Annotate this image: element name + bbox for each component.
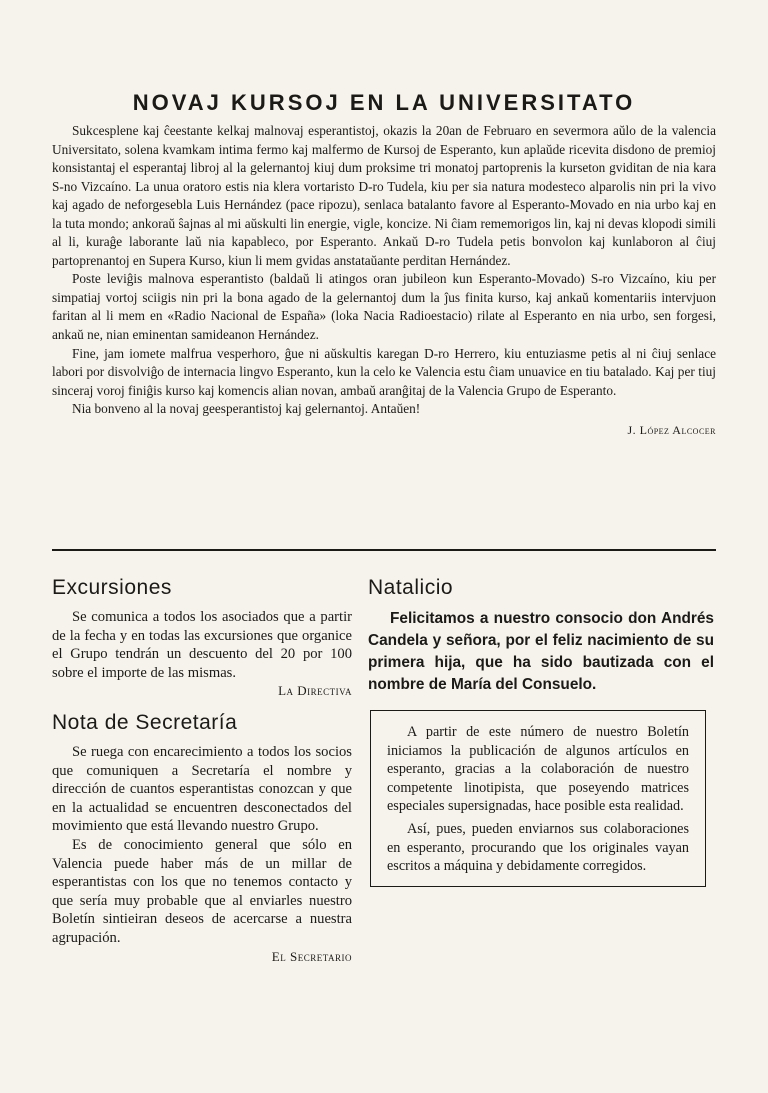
article-paragraph-1: Sukcesplene kaj ĉeestante kelkaj malnovaj esperantistoj, okazis la 20an de Februaro en severmora aŭlo de la valencia Universitato, solena kvamkam intima fermo kaj malfermo de Kursoj de Esperanto, kun aplaŭde ricevita disdono de premioj konsistantaj el esperantaj libroj al la gelernantoj kiuj dum proksime tri monatoj partoprenis la kurseton gviditan de nia kara S-no Vizcaíno. La unua oratoro estis nia klera vortaristo D-ro Tudela, kiu per sia natura modesteco alparolis nin pri la vivo kaj agado de neforgesebla Luis Hernández (pace ripozu), senlaca batalanto favore al Esperanto-Movado en nia urbo kaj en la tuta mondo; ankoraŭ ŝajnas al mi aŭskulti lin energie, vigle, koncize. Ni ĉiam rememorigos lin, kaj ni devas klopodi simili al li, kuraĝe laborante laŭ nia kapableco, por Esperanto. Ankaŭ D-ro Tudela petis bonvolon kaj kunlaboron al ĉiuj partoprenantoj en Supera Kurso, kiun li mem gvidas anstataŭante perditan Hernández. (52, 123, 716, 268)
excursiones-text: Se comunica a todos los asociados que a partir de la fecha y en todas las excursiones que organice el Grupo tendrán un descuento del 20 por 100 sobre el importe de las mismas. (52, 609, 352, 681)
excursiones-title: Excursiones (52, 576, 172, 599)
nota-paragraph-1: Se ruega con encarecimiento a todos los socios que comuniquen a Secretaría el nombre y dirección de cuantos esperantistas conozcan y que en la actualidad se encuentren desconectados del movimiento que está llevando nuestro Grupo. (52, 743, 352, 835)
nota-signature: El Secretario (271, 948, 352, 964)
nota-paragraph-2: Es de conocimiento general que sólo en Valencia puede haber más de un millar de esperantistas con los que no tenemos contacto y que sería muy probable que al enviarles nuestro Boletín sintieiran deseos de acercarse a nuestra agrupación. (52, 836, 352, 946)
article-body (52, 122, 716, 439)
notice-box (370, 710, 706, 887)
article-paragraph-4: Nia bonveno al la novaj geesperantistoj kaj gelernantoj. Antaŭen! (72, 401, 421, 417)
natalicio-title: Natalicio (368, 576, 454, 599)
notice-paragraph-1: A partir de este número de nuestro Boletín iniciamos la publicación de algunos artículos en esperanto, gracias a la colaboración de nuestro competente linotipista, que poseyendo matrices especiales supersignadas, hace posible esta realidad. (387, 724, 689, 815)
article-paragraph-2: Poste leviĝis malnova esperantisto (baldaŭ li atingos oran jubileon kun Esperanto-Movado) S-ro Vizcaíno, kiu per simpatiaj vortoj sciigis nin pri la bona agado de la gelernantoj dum la ĵus finita kurso, kaj ankaŭ komentariis intervjuon faritan al li mem en «Radio Nacional de España» (loka Nacia Radioestacio) rilate al Esperanto en nia urbo, sen forgesi, ankaŭ ne, nian eminentan samideanon Hernández. (52, 271, 716, 343)
article-signature: J. López Alcocer (627, 422, 716, 437)
notice-paragraph-2: Así, pues, pueden enviarnos sus colaboraciones en esperanto, procurando que los originales vayan escritos a máquina y debidamente corregidos. (387, 820, 689, 875)
nota-title: Nota de Secretaría (52, 710, 238, 734)
right-column (368, 566, 714, 887)
left-column (52, 566, 352, 966)
natalicio-text: Felicitamos a nuestro consocio don Andrés Candela y señora, por el feliz nacimiento de su primera hija, que ha sido bautizada con el nombre de María del Consuelo. (368, 610, 714, 693)
article-title: NOVAJ KURSOJ EN LA UNIVERSITATO (132, 90, 636, 115)
excursiones-signature: La Directiva (278, 683, 352, 699)
section-divider (52, 549, 716, 551)
article-paragraph-3: Fine, jam iomete malfrua vesperhoro, ĝue ni aŭskultis karegan D-ro Herrero, kiu entuziasme petis al ni ĉiuj senlace labori por disvolviĝo de internacia lingvo Esperanto, kun la celo ke Valencia estu ĉiam unuavice en tiu batalado. Kaj per tiuj sinceraj voroj finiĝis kurso kaj komencis alian novan, ambaŭ aranĝitaj de la Valencia Grupo de Esperanto. (52, 345, 716, 398)
